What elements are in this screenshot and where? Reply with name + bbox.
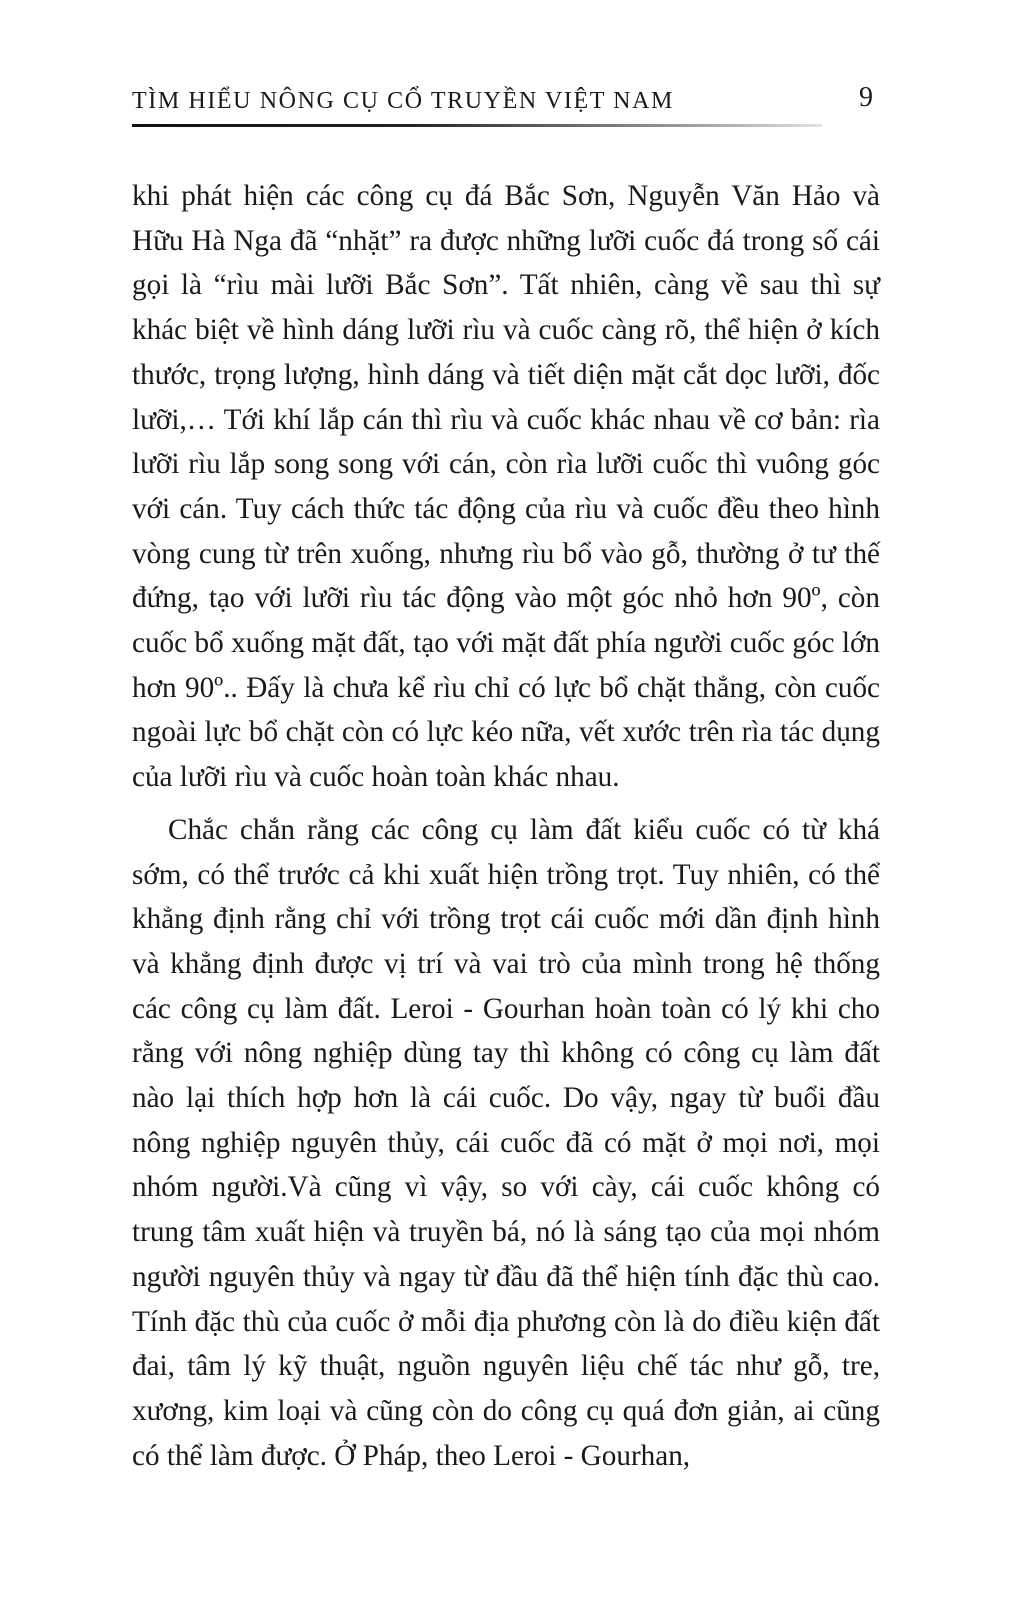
body-text [132, 174, 880, 1478]
header-rule [132, 124, 822, 127]
paragraph-continued: khi phát hiện các công cụ đá Bắc Sơn, Nguyễn Văn Hảo và Hữu Hà Nga đã “nhặt” ra được những lưỡi cuốc đá trong số cái gọi là “rìu mài lưỡi Bắc Sơn”. Tất nhiên, càng về sau thì sự khác biệt về hình dáng lưỡi rìu và cuốc càng rõ, thể hiện ở kích thước, trọng lượng, hình dáng và tiết diện mặt cắt dọc lưỡi, đốc lưỡi,… Tới khí lắp cán thì rìu và cuốc khác nhau về cơ bản: rìa lưỡi rìu lắp song song với cán, còn rìa lưỡi cuốc thì vuông góc với cán. Tuy cách thức tác động của rìu và cuốc đều theo hình vòng cung từ trên xuống, nhưng rìu bổ vào gỗ, thường ở tư thế đứng, tạo với lưỡi rìu tác động vào một góc nhỏ hơn 90º, còn cuốc bổ xuống mặt đất, tạo với mặt đất phía người cuốc góc lớn hơn 90º.. Đấy là chưa kể rìu chỉ có lực bổ chặt thẳng, còn cuốc ngoài lực bổ chặt còn có lực kéo nữa, vết xước trên rìa tác dụng của lưỡi rìu và cuốc hoàn toàn khác nhau. [132, 180, 880, 794]
page-number: 9 [859, 82, 873, 113]
running-title: TÌM HIỂU NÔNG CỤ CỔ TRUYỀN VIỆT NAM [132, 88, 674, 114]
paragraph: Chắc chắn rằng các công cụ làm đất kiểu cuốc có từ khá sớm, có thể trước cả khi xuất hiện trồng trọt. Tuy nhiên, có thể khẳng định rằng chỉ với trồng trọt cái cuốc mới dần định hình và khẳng định được vị trí và vai trò của mình trong hệ thống các công cụ làm đất. Leroi - Gourhan hoàn toàn có lý khi cho rằng với nông nghiệp dùng tay thì không có công cụ làm đất nào lại thích hợp hơn là cái cuốc. Do vậy, ngay từ buổi đầu nông nghiệp nguyên thủy, cái cuốc đã có mặt ở mọi nơi, mọi nhóm người.Và cũng vì vậy, so với cày, cái cuốc không có trung tâm xuất hiện và truyền bá, nó là sáng tạo của mọi nhóm người nguyên thủy và ngay từ đầu đã thể hiện tính đặc thù cao. Tính đặc thù của cuốc ở mỗi địa phương còn là do điều kiện đất đai, tâm lý kỹ thuật, nguồn nguyên liệu chế tác như gỗ, tre, xương, kim loại và cũng còn do công cụ quá đơn giản, ai cũng có thể làm được. Ở Pháp, theo Leroi - Gourhan, [132, 813, 880, 1472]
running-header [132, 80, 892, 130]
